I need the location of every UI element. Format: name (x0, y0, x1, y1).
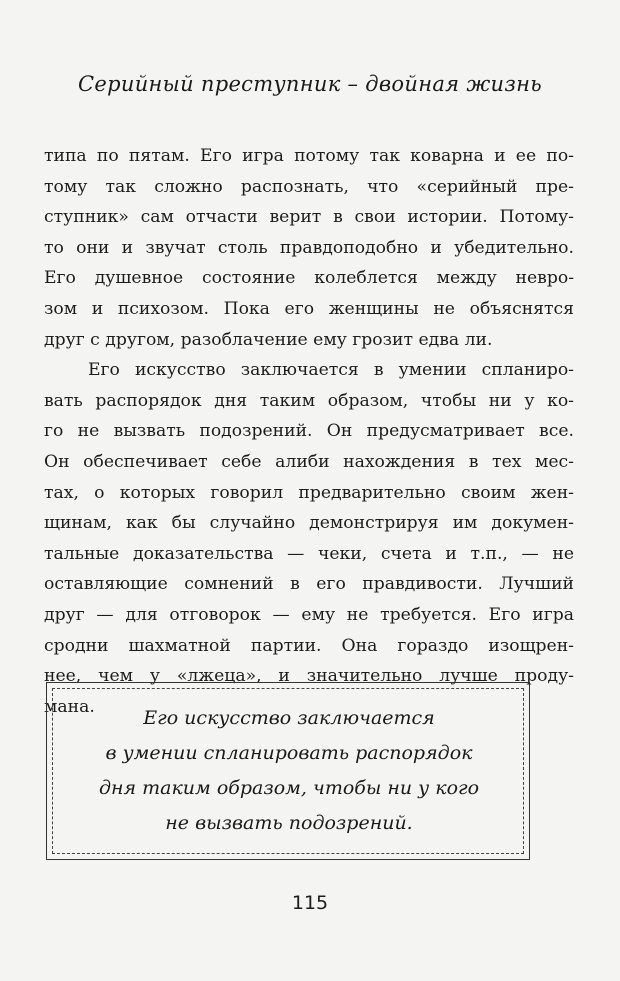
running-head: Серийный преступник – двойная жизнь (78, 72, 542, 96)
text-line: типа по пятам. Его игра потому так коварна и ее по- (44, 146, 574, 166)
text-line: друг с другом, разоблачение ему грозит едва ли. (44, 329, 493, 350)
text-line: мана. (44, 696, 95, 717)
text-line: Он обеспечивает себе алиби нахождения в тех мес- (44, 451, 574, 472)
pull-quote-box (46, 682, 530, 860)
text-line: нее, чем у «лжеца», и значительно лучше проду- (44, 666, 574, 687)
text-line: вать распорядок дня таким образом, чтобы ни у ко- (44, 390, 574, 411)
text-line: щинам, как бы случайно демонстрируя им докумен- (44, 513, 574, 534)
text-line: ступник» сам отчасти верит в свои истории. Потому- (44, 207, 574, 228)
paragraph-1 (44, 141, 574, 355)
page-number: 115 (291, 892, 329, 914)
text-line: Его искусство заключается в умении спланиро- (88, 360, 574, 381)
text-line: друг — для отговорок — ему не требуется. Его игра (44, 604, 574, 625)
paragraph-2 (44, 355, 574, 722)
text-line: оставляющие сомнений в его правдивости. Лучший (44, 574, 574, 595)
text-line: Его душевное состояние колеблется между невро- (44, 268, 574, 289)
text-line: сродни шахматной партии. Она гораздо изощрен- (44, 635, 574, 656)
text-line: то они и звучат столь правдоподобно и убедительно. (44, 237, 574, 258)
pull-quote-line: дня таким образом, чтобы ни у кого (98, 777, 480, 799)
text-line: тах, о которых говорил предварительно своим жен- (44, 482, 574, 503)
pull-quote-text (71, 701, 507, 841)
pull-quote-line: в умении спланировать распорядок (105, 742, 473, 764)
pull-quote-line: Его искусство заключается (143, 707, 435, 729)
text-line: го не вызвать подозрений. Он предусматривает все. (44, 421, 574, 442)
text-line: зом и психозом. Пока его женщины не объяснятся (44, 298, 574, 319)
text-line: тальные доказательства — чеки, счета и т.п., — не (44, 543, 574, 564)
body-text (44, 141, 574, 722)
text-line: тому так сложно распознать, что «серийный пре- (44, 176, 574, 197)
pull-quote-line: не вызвать подозрений. (165, 812, 413, 834)
